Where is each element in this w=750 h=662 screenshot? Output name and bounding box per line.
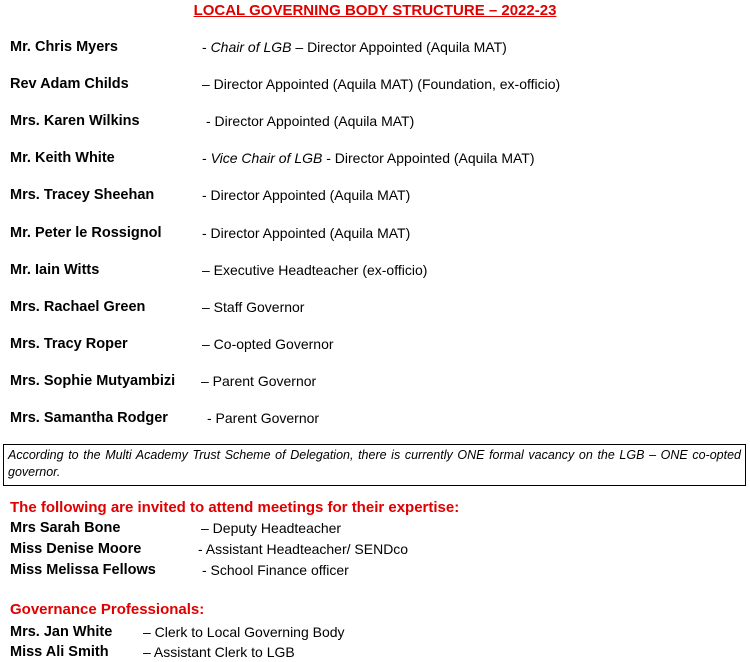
member-row	[10, 297, 740, 317]
member-name: Mr. Peter le Rossignol	[10, 225, 162, 241]
member-name: Mrs. Karen Wilkins	[10, 113, 140, 129]
member-row	[10, 371, 740, 391]
member-role: - Director Appointed (Aquila MAT)	[202, 225, 411, 241]
member-name: Mr. Keith White	[10, 150, 115, 166]
member-role: - Vice Chair of LGB - Director Appointed (Aquila MAT)	[202, 150, 535, 166]
invited-row	[10, 560, 740, 580]
member-row	[10, 185, 740, 205]
member-row	[10, 74, 740, 94]
member-name: Mrs. Rachael Green	[10, 299, 146, 315]
page-title: LOCAL GOVERNING BODY STRUCTURE – 2022-23	[193, 2, 557, 19]
member-row	[10, 111, 740, 131]
member-role: – Co-opted Governor	[202, 336, 334, 352]
member-row	[10, 260, 740, 280]
professionals-heading: Governance Professionals:	[10, 601, 205, 618]
professional-row	[10, 642, 740, 662]
member-row	[10, 408, 740, 428]
professional-row	[10, 622, 740, 642]
member-role: - Chair of LGB – Director Appointed (Aquila MAT)	[202, 39, 507, 55]
member-role: - Parent Governor	[207, 410, 320, 426]
member-role: – Director Appointed (Aquila MAT) (Foundation, ex-officio)	[202, 76, 561, 92]
member-name: Mrs. Tracy Roper	[10, 336, 128, 352]
invited-row	[10, 539, 740, 559]
member-row	[10, 334, 740, 354]
member-name: Rev Adam Childs	[10, 76, 129, 92]
professional-role: – Clerk to Local Governing Body	[143, 624, 345, 640]
member-role: – Executive Headteacher (ex-officio)	[202, 262, 428, 278]
member-row	[10, 37, 740, 57]
member-name: Mr. Iain Witts	[10, 262, 100, 278]
invited-name: Mrs Sarah Bone	[10, 520, 121, 536]
professional-name: Miss Ali Smith	[10, 644, 109, 660]
member-row	[10, 148, 740, 168]
invited-role: – Deputy Headteacher	[201, 520, 342, 536]
member-name: Mrs. Samantha Rodger	[10, 410, 168, 426]
invited-heading: The following are invited to attend meetings for their expertise:	[10, 499, 460, 516]
member-name: Mr. Chris Myers	[10, 39, 118, 55]
invited-name: Miss Melissa Fellows	[10, 562, 156, 578]
member-row	[10, 223, 740, 243]
member-name: Mrs. Sophie Mutyambizi	[10, 373, 176, 389]
invited-row	[10, 518, 740, 538]
member-name: Mrs. Tracey Sheehan	[10, 187, 155, 203]
invited-name: Miss Denise Moore	[10, 541, 142, 557]
member-role: - Director Appointed (Aquila MAT)	[202, 187, 411, 203]
member-role: – Parent Governor	[201, 373, 317, 389]
member-role: - Director Appointed (Aquila MAT)	[206, 113, 415, 129]
invited-role: - Assistant Headteacher/ SENDco	[198, 541, 409, 557]
member-role: – Staff Governor	[202, 299, 305, 315]
professional-role: – Assistant Clerk to LGB	[143, 644, 295, 660]
professional-name: Mrs. Jan White	[10, 624, 113, 640]
invited-role: - School Finance officer	[202, 562, 349, 578]
vacancy-note: According to the Multi Academy Trust Scheme of Delegation, there is currently ONE formal vacancy on the LGB – ONE co-opted governor.	[3, 444, 746, 486]
